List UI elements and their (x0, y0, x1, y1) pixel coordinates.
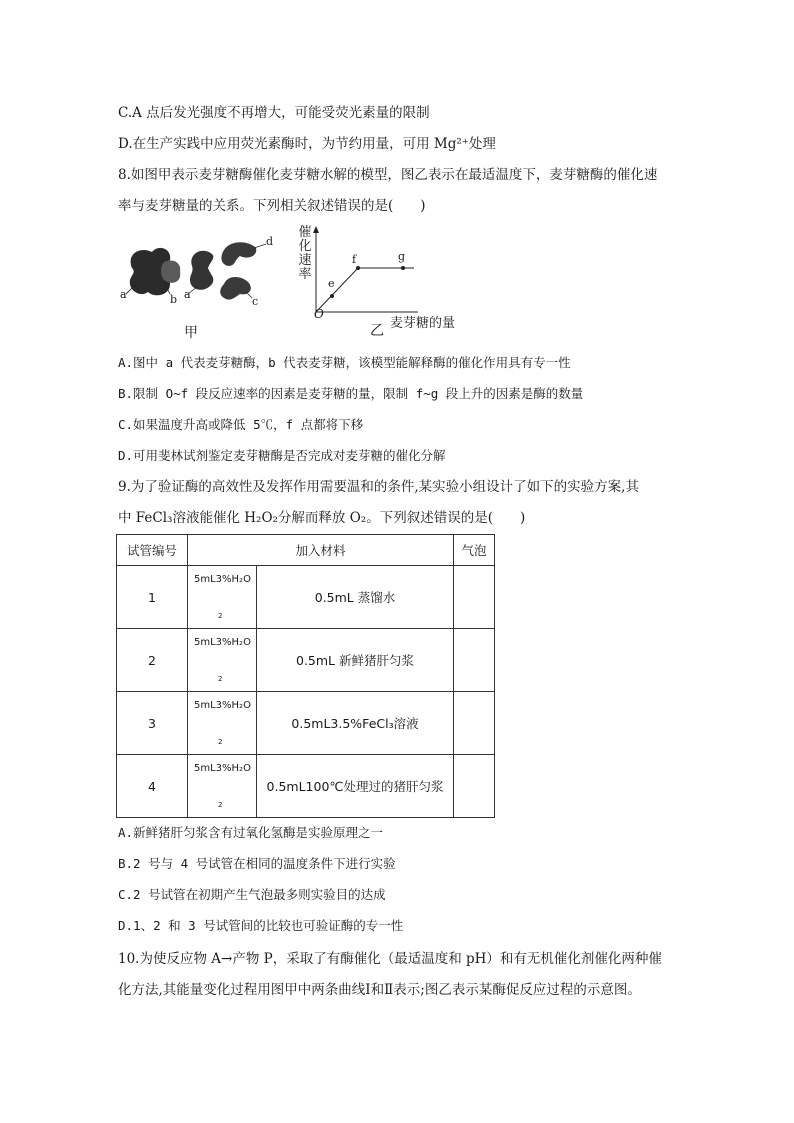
reagent-cell: 5mL3%H₂O 2 (188, 755, 257, 818)
figure-8 (118, 226, 478, 341)
option-d-q8: D.可用斐林试剂鉴定麦芽糖酶是否完成对麦芽糖的催化分解 (118, 448, 446, 463)
option-d-q7: D.在生产实践中应用荧光素酶时，为节约用量，可用 Mg²⁺处理 (118, 136, 496, 152)
point-e (330, 294, 334, 298)
label-b: b (170, 293, 178, 306)
header-bubbles: 气泡 (454, 535, 495, 566)
material-cell: 0.5mL 新鲜猪肝匀浆 (257, 629, 454, 692)
material-cell: 0.5mL3.5%FeCl₃溶液 (257, 692, 454, 755)
tube-id: 3 (117, 692, 188, 755)
point-e-label: e (328, 277, 335, 290)
tube-id: 4 (117, 755, 188, 818)
label-c: c (252, 295, 259, 308)
option-c-q7: C.A 点后发光强度不再增大，可能受荧光素量的限制 (118, 105, 430, 121)
material-cell: 0.5mL100℃处理过的猪肝匀浆 (257, 755, 454, 818)
option-c-q9: C.2 号试管在初期产生气泡最多则实验目的达成 (118, 887, 386, 902)
rate-curve (316, 268, 414, 312)
question-9-line2: 中 FeCl₃溶液能催化 H₂O₂分解而释放 O₂。下列叙述错误的是( ) (118, 510, 526, 526)
y-axis-label: 催 化 速 率 (298, 225, 312, 282)
table-row (117, 692, 495, 755)
option-b-q8: B.限制 O~f 段反应速率的因素是麦芽糖的量，限制 f~g 段上升的因素是酶的数量 (118, 386, 584, 401)
table-row (117, 629, 495, 692)
table-row (117, 566, 495, 629)
header-materials: 加入材料 (188, 535, 454, 566)
label-a1: a (120, 288, 127, 301)
bubble-cell (454, 755, 495, 818)
question-10-line1: 10.为使反应物 A→产物 P，采取了有酶催化（最适温度和 pH）和有无机催化剂催化两种催 (118, 951, 662, 967)
question-8-line1: 8.如图甲表示麦芽糖酶催化麦芽糖水解的模型，图乙表示在最适温度下，麦芽糖酶的催化速 (118, 167, 658, 183)
caption-jia: 甲 (184, 325, 198, 341)
experiment-table (116, 534, 495, 818)
product-c (220, 277, 251, 300)
reagent-cell: 5mL3%H₂O 2 (188, 692, 257, 755)
bubble-cell (454, 692, 495, 755)
table-row (117, 755, 495, 818)
enzyme-shape-a-free (190, 251, 213, 290)
tube-id: 1 (117, 566, 188, 629)
question-9-line1: 9.为了验证酶的高效性及发挥作用需要温和的条件,某实验小组设计了如下的实验方案,其 (118, 479, 639, 495)
material-cell: 0.5mL 蒸馏水 (257, 566, 454, 629)
origin-label: O (314, 307, 324, 321)
question-10-line2: 化方法,其能量变化过程用图甲中两条曲线Ⅰ和Ⅱ表示;图乙表示某酶促反应过程的示意图。 (118, 982, 641, 998)
product-d (221, 242, 256, 266)
point-f-label: f (352, 253, 357, 266)
substrate-b-bound (161, 260, 180, 282)
reagent-cell: 5mL3%H₂O 2 (188, 629, 257, 692)
tube-id: 2 (117, 629, 188, 692)
point-f (356, 266, 360, 270)
header-tube-id: 试管编号 (117, 535, 188, 566)
label-a2: a (184, 288, 191, 301)
option-a-q9: A.新鲜猪肝匀浆含有过氧化氢酶是实验原理之一 (118, 825, 384, 840)
bubble-cell (454, 629, 495, 692)
option-a-q8: A.图中 a 代表麦芽糖酶，b 代表麦芽糖，该模型能解释酶的催化作用具有专一性 (118, 355, 571, 370)
point-g-label: g (398, 250, 406, 263)
caption-yi: 乙 (370, 323, 384, 339)
question-8-line2: 率与麦芽糖量的关系。下列相关叙述错误的是( ) (118, 198, 426, 214)
table-header-row (117, 535, 495, 566)
option-d-q9: D.1、2 和 3 号试管间的比较也可验证酶的专一性 (118, 918, 404, 933)
option-b-q9: B.2 号与 4 号试管在相同的温度条件下进行实验 (118, 856, 396, 871)
point-g (401, 266, 405, 270)
option-c-q8: C.如果温度升高或降低 5℃，f 点都将下移 (118, 417, 364, 432)
label-d: d (266, 235, 274, 248)
reagent-cell: 5mL3%H₂O 2 (188, 566, 257, 629)
bubble-cell (454, 566, 495, 629)
x-axis-label: 麦芽糖的量 (390, 316, 456, 331)
